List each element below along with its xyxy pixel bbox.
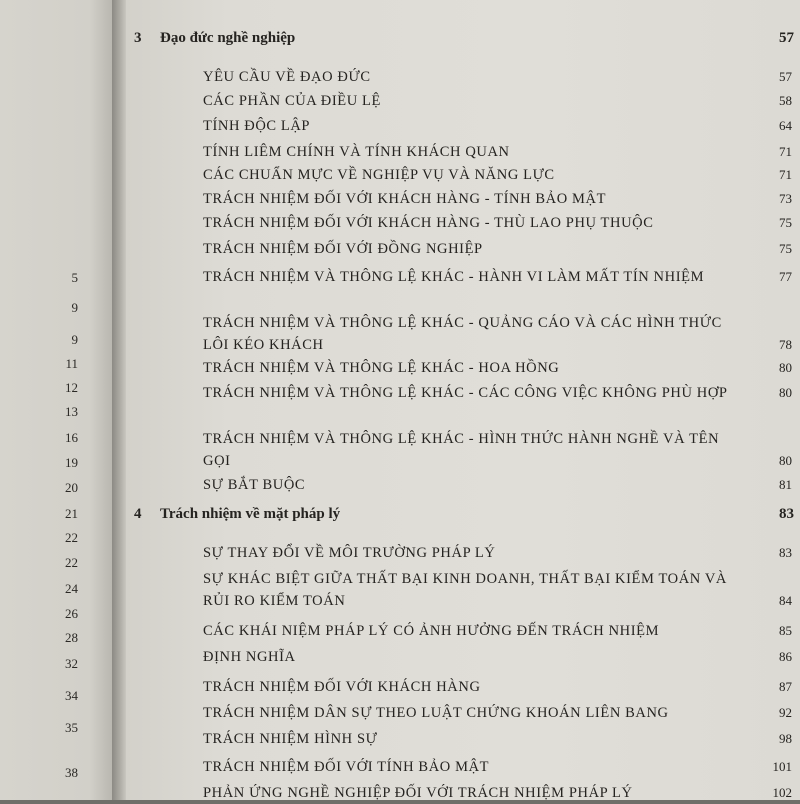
toc-entry — [203, 474, 800, 496]
left-page-number: 38 — [65, 765, 78, 780]
toc-entry — [203, 357, 800, 379]
left-page-number: 5 — [71, 270, 78, 285]
toc-entry-page: 58 — [779, 93, 792, 108]
toc-entry — [203, 238, 800, 260]
toc-entry-title: SỰ BẮT BUỘC — [203, 477, 306, 493]
toc-entry-page: 78 — [779, 337, 792, 352]
toc-entry-page: 73 — [779, 191, 792, 206]
left-page-number: 11 — [65, 356, 78, 371]
toc-entry-title: CÁC CHUẨN MỰC VỀ NGHIỆP VỤ VÀ NĂNG LỰC — [203, 167, 555, 183]
left-page-number: 9 — [71, 300, 78, 315]
toc-entry — [203, 66, 800, 88]
left-page-number: 26 — [65, 606, 78, 621]
left-page-number: 21 — [65, 506, 78, 521]
toc-entry-page: 81 — [779, 477, 792, 492]
chapter-title: Trách nhiệm về mặt pháp lý — [160, 506, 341, 522]
chapter-number: 4 — [134, 506, 142, 522]
left-page-number: 22 — [65, 530, 78, 545]
left-page-number: 32 — [65, 656, 78, 671]
toc-entry-page: 75 — [779, 215, 792, 230]
toc-entry-page: 71 — [779, 167, 792, 182]
toc-entry — [203, 141, 800, 163]
toc-entry-page: 80 — [779, 385, 792, 400]
toc-entry — [203, 756, 800, 778]
toc-entry-page: 64 — [779, 118, 792, 133]
left-page-number: 20 — [65, 480, 78, 495]
left-page-number: 16 — [65, 430, 78, 445]
toc-entry — [203, 266, 800, 288]
toc-entry-page: 98 — [779, 731, 792, 746]
toc-entry-title: TRÁCH NHIỆM ĐỐI VỚI KHÁCH HÀNG — [203, 679, 481, 695]
toc-entry-title: TRÁCH NHIỆM VÀ THÔNG LỆ KHÁC - QUẢNG CÁO VÀ CÁC HÌNH THỨC LÔI KÉO KHÁCH — [203, 315, 722, 353]
toc-entry — [203, 312, 800, 356]
toc-entry-title: TRÁCH NHIỆM ĐỐI VỚI TÍNH BẢO MẬT — [203, 759, 490, 775]
toc-entry-title: TRÁCH NHIỆM VÀ THÔNG LỆ KHÁC - HOA HỒNG — [203, 360, 560, 376]
left-page-number: 24 — [65, 581, 78, 596]
toc-entry-title: CÁC KHÁI NIỆM PHÁP LÝ CÓ ẢNH HƯỞNG ĐẾN TRÁCH NHIỆM — [203, 623, 660, 639]
toc-entry — [203, 164, 800, 186]
toc-entry — [203, 428, 800, 472]
toc-entry-title: CÁC PHẦN CỦA ĐIỀU LỆ — [203, 93, 381, 109]
toc-entry-title: TÍNH LIÊM CHÍNH VÀ TÍNH KHÁCH QUAN — [203, 144, 510, 160]
toc-entry — [203, 382, 800, 404]
toc-entry-page: 86 — [779, 649, 792, 664]
left-page-number: 28 — [65, 630, 78, 645]
left-page-number: 22 — [65, 555, 78, 570]
chapter-page-number: 57 — [779, 30, 794, 46]
toc-entry-title: TRÁCH NHIỆM ĐỐI VỚI ĐỒNG NGHIỆP — [203, 241, 483, 257]
toc-entry-page: 87 — [779, 679, 792, 694]
left-page-number: 12 — [65, 380, 78, 395]
toc-entry-page: 57 — [779, 69, 792, 84]
toc-entry — [203, 620, 800, 642]
toc-entry — [203, 728, 800, 750]
left-page-number: 34 — [65, 688, 78, 703]
toc-entry-title: TRÁCH NHIỆM VÀ THÔNG LỆ KHÁC - HÌNH THỨC HÀNH NGHỀ VÀ TÊN GỌI — [203, 431, 720, 469]
toc-entry-page: 83 — [779, 545, 792, 560]
toc-entry — [203, 702, 800, 724]
toc-entry-title: TRÁCH NHIỆM ĐỐI VỚI KHÁCH HÀNG - TÍNH BẢO MẬT — [203, 191, 607, 207]
toc-entry-title: YÊU CẦU VỀ ĐẠO ĐỨC — [203, 69, 371, 85]
left-page-number: 13 — [65, 404, 78, 419]
toc-entry-title: TRÁCH NHIỆM ĐỐI VỚI KHÁCH HÀNG - THÙ LAO PHỤ THUỘC — [203, 215, 654, 231]
toc-entry-title: SỰ THAY ĐỔI VỀ MÔI TRƯỜNG PHÁP LÝ — [203, 545, 496, 561]
toc-entry-page: 77 — [779, 269, 792, 284]
left-page — [0, 0, 112, 800]
toc-entry-page: 85 — [779, 623, 792, 638]
toc-entry-title: TÍNH ĐỘC LẬP — [203, 118, 311, 134]
toc-entry-title: SỰ KHÁC BIỆT GIỮA THẤT BẠI KINH DOANH, THẤT BẠI KIỂM TOÁN VÀ RỦI RO KIỂM TOÁN — [203, 571, 727, 609]
left-page-number: 35 — [65, 720, 78, 735]
book-gutter — [112, 0, 126, 800]
toc-entry — [203, 782, 800, 804]
toc-entry-page: 101 — [772, 759, 792, 774]
toc-entry — [203, 676, 800, 698]
toc-entry — [203, 646, 800, 668]
chapter-title: Đạo đức nghề nghiệp — [160, 30, 296, 46]
toc-entry-title: PHẢN ỨNG NGHỀ NGHIỆP ĐỐI VỚI TRÁCH NHIỆM PHÁP LÝ — [203, 785, 633, 801]
toc-entry-title: TRÁCH NHIỆM VÀ THÔNG LỆ KHÁC - CÁC CÔNG VIỆC KHÔNG PHÙ HỢP — [203, 385, 728, 401]
toc-entry-title: TRÁCH NHIỆM HÌNH SỰ — [203, 731, 378, 747]
left-page-number: 19 — [65, 455, 78, 470]
toc-entry — [203, 90, 800, 112]
toc-entry-page: 75 — [779, 241, 792, 256]
toc-entry — [203, 188, 800, 210]
chapter-page-number: 83 — [779, 506, 794, 522]
chapter-number: 3 — [134, 30, 142, 46]
toc-entry-title: TRÁCH NHIỆM VÀ THÔNG LỆ KHÁC - HÀNH VI LÀM MẤT TÍN NHIỆM — [203, 269, 705, 285]
toc-entry-page: 92 — [779, 705, 792, 720]
toc-entry — [203, 542, 800, 564]
toc-entry — [203, 568, 800, 612]
toc-entry — [203, 212, 800, 234]
toc-entry-page: 80 — [779, 360, 792, 375]
left-page-number: 9 — [71, 332, 78, 347]
toc-entry-page: 80 — [779, 453, 792, 468]
toc-entry — [203, 115, 800, 137]
toc-entry-title: TRÁCH NHIỆM DÂN SỰ THEO LUẬT CHỨNG KHOÁN LIÊN BANG — [203, 705, 669, 721]
toc-entry-page: 84 — [779, 593, 792, 608]
toc-entry-page: 102 — [772, 785, 792, 800]
toc-entry-title: ĐỊNH NGHĨA — [203, 649, 296, 665]
toc-entry-page: 71 — [779, 144, 792, 159]
